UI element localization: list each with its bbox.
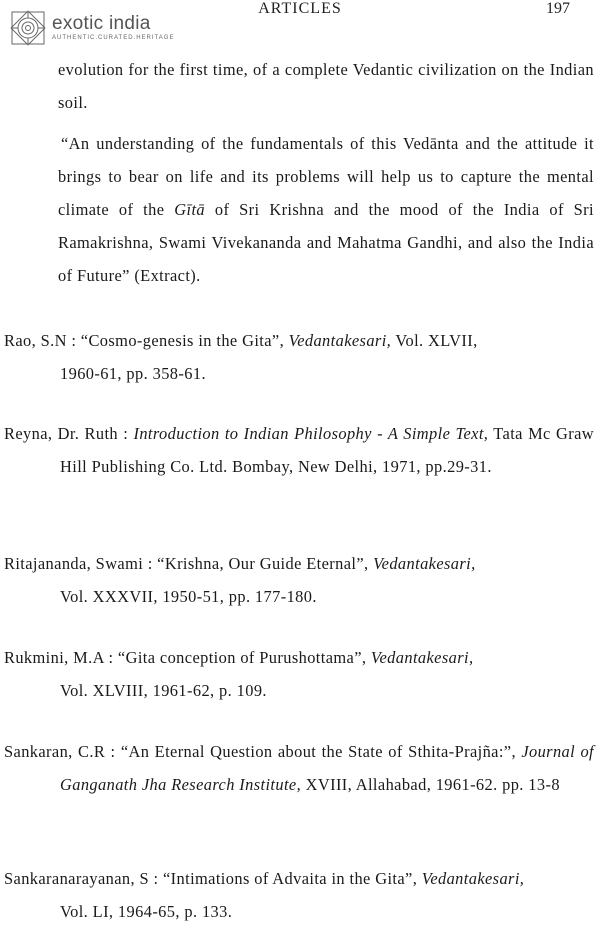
bibliography-entry-ritajananda	[4, 547, 594, 613]
entry-lead: Sankaran, C.R : “An Eternal Question about the State of Sthita-Prajña:”,	[4, 742, 522, 761]
entry-lead: Rukmini, M.A : “Gita conception of Purushottama”,	[4, 648, 371, 667]
bibliography-entry-rukmini	[4, 641, 594, 707]
entry-continuation: Vol. XXXVII, 1950-51, pp. 177-180.	[60, 587, 317, 606]
entry-lead: Rao, S.N : “Cosmo-genesis in the Gita”,	[4, 331, 289, 350]
logo-tagline: AUTHENTIC.CURATED.HERITAGE	[52, 34, 175, 41]
entry-lead: Reyna, Dr. Ruth :	[4, 424, 134, 443]
entry-italic: Vedantakesari,	[370, 648, 474, 667]
entry-italic: Introduction to Indian Philosophy - A Simple Text,	[133, 424, 489, 443]
logo-name: exotic india	[52, 12, 151, 34]
quote-title-gita: Gītā	[174, 200, 206, 219]
entry-rest: Tata Mc Graw Hill Publishing Co. Ltd. Bombay, New Delhi, 1971, pp.29-31.	[60, 424, 594, 476]
entry-continuation: 1960-61, pp. 358-61.	[60, 364, 206, 383]
quote-text-b: of Sri Krishna and the mood of the India of Sri Ramakrishna, Swami Vivekananda and Mahatma Gandhi, and also the India of Future” (Extract).	[58, 200, 594, 285]
entry-italic: Vedantakesari,	[373, 554, 476, 573]
page-number: 197	[546, 0, 570, 17]
quote-paragraph-2	[58, 127, 594, 292]
entry-lead: Sankaranarayanan, S : “Intimations of Advaita in the Gita”,	[4, 869, 422, 888]
entry-lead: Ritajananda, Swami : “Krishna, Our Guide Eternal”,	[4, 554, 374, 573]
quote-text-a: “An understanding of the fundamentals of this Vedānta and the attitude it brings to bear on life and its problems will help us to capture the mental climate of the	[58, 134, 594, 219]
bibliography-entry-sankaran	[4, 735, 594, 801]
bibliography-entry-rao	[4, 324, 594, 390]
entry-rest: XVIII, Allahabad, 1961-62. pp. 13-8	[301, 775, 560, 794]
quote-paragraph-1: evolution for the first time, of a complete Vedantic civilization on the Indian soil.	[58, 60, 594, 112]
entry-rest: Vol. XLVII,	[391, 331, 478, 350]
bibliography-entry-sankaranarayanan	[4, 862, 594, 928]
entry-continuation: Vol. XLVIII, 1961-62, p. 109.	[60, 681, 267, 700]
entry-italic: Journal of Ganganath Jha Research Institute,	[60, 742, 594, 794]
entry-continuation: Vol. LI, 1964-65, p. 133.	[60, 902, 233, 921]
entry-italic: Vedantakesari,	[288, 331, 392, 350]
bibliography-entry-reyna	[4, 417, 594, 483]
entry-italic: Vedantakesari,	[421, 869, 525, 888]
running-head: ARTICLES	[258, 0, 342, 17]
